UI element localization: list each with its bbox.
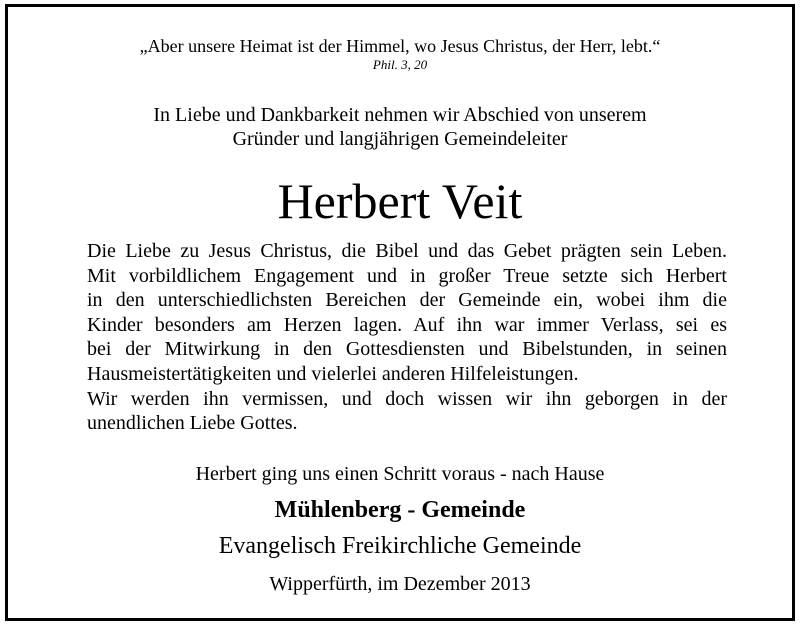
bible-reference: Phil. 3, 20 (372, 57, 428, 72)
deceased-name: Herbert Veit (277, 173, 523, 229)
tribute-line: Hausmeistertätigkeiten und vielerlei anderen Hilfeleistungen. (87, 362, 579, 385)
tribute-line: Wir werden ihn vermissen, und doch wissen wir ihn geborgen in der (87, 387, 727, 410)
church-name: Mühlenberg - Gemeinde (274, 497, 526, 523)
tribute-line: Kinder besonders am Herzen lagen. Auf ihn war immer Verlass, sei es (87, 313, 727, 336)
tribute-line: unendlichen Liebe Gottes. (87, 412, 298, 435)
tribute-line: Die Liebe zu Jesus Christus, die Bibel und das Gebet prägten sein Leben. (87, 240, 727, 262)
intro-line-2: Gründer und langjährigen Gemeindeleiter (232, 128, 568, 150)
closing-line: Herbert ging uns einen Schritt voraus - nach Hause (195, 463, 605, 485)
obituary-frame (5, 4, 795, 621)
intro-line-1: In Liebe und Dankbarkeit nehmen wir Abschied von unserem (153, 104, 647, 126)
tribute-text (87, 239, 727, 436)
tribute-line: bei der Mitwirkung in den Gottesdiensten und Bibelstunden, in seinen (87, 338, 727, 361)
church-subtitle: Evangelisch Freikirchliche Gemeinde (218, 533, 582, 559)
tribute-line: Mit vorbildlichem Engagement und in großer Treue setzte sich Herbert (87, 264, 727, 287)
place-date: Wipperfürth, im Dezember 2013 (269, 573, 531, 595)
bible-quote: „Aber unsere Heimat ist der Himmel, wo Jesus Christus, der Herr, lebt.“ (139, 36, 661, 56)
tribute-line: in den unterschiedlichsten Bereichen der Gemeinde ein, wobei ihm die (87, 289, 727, 312)
